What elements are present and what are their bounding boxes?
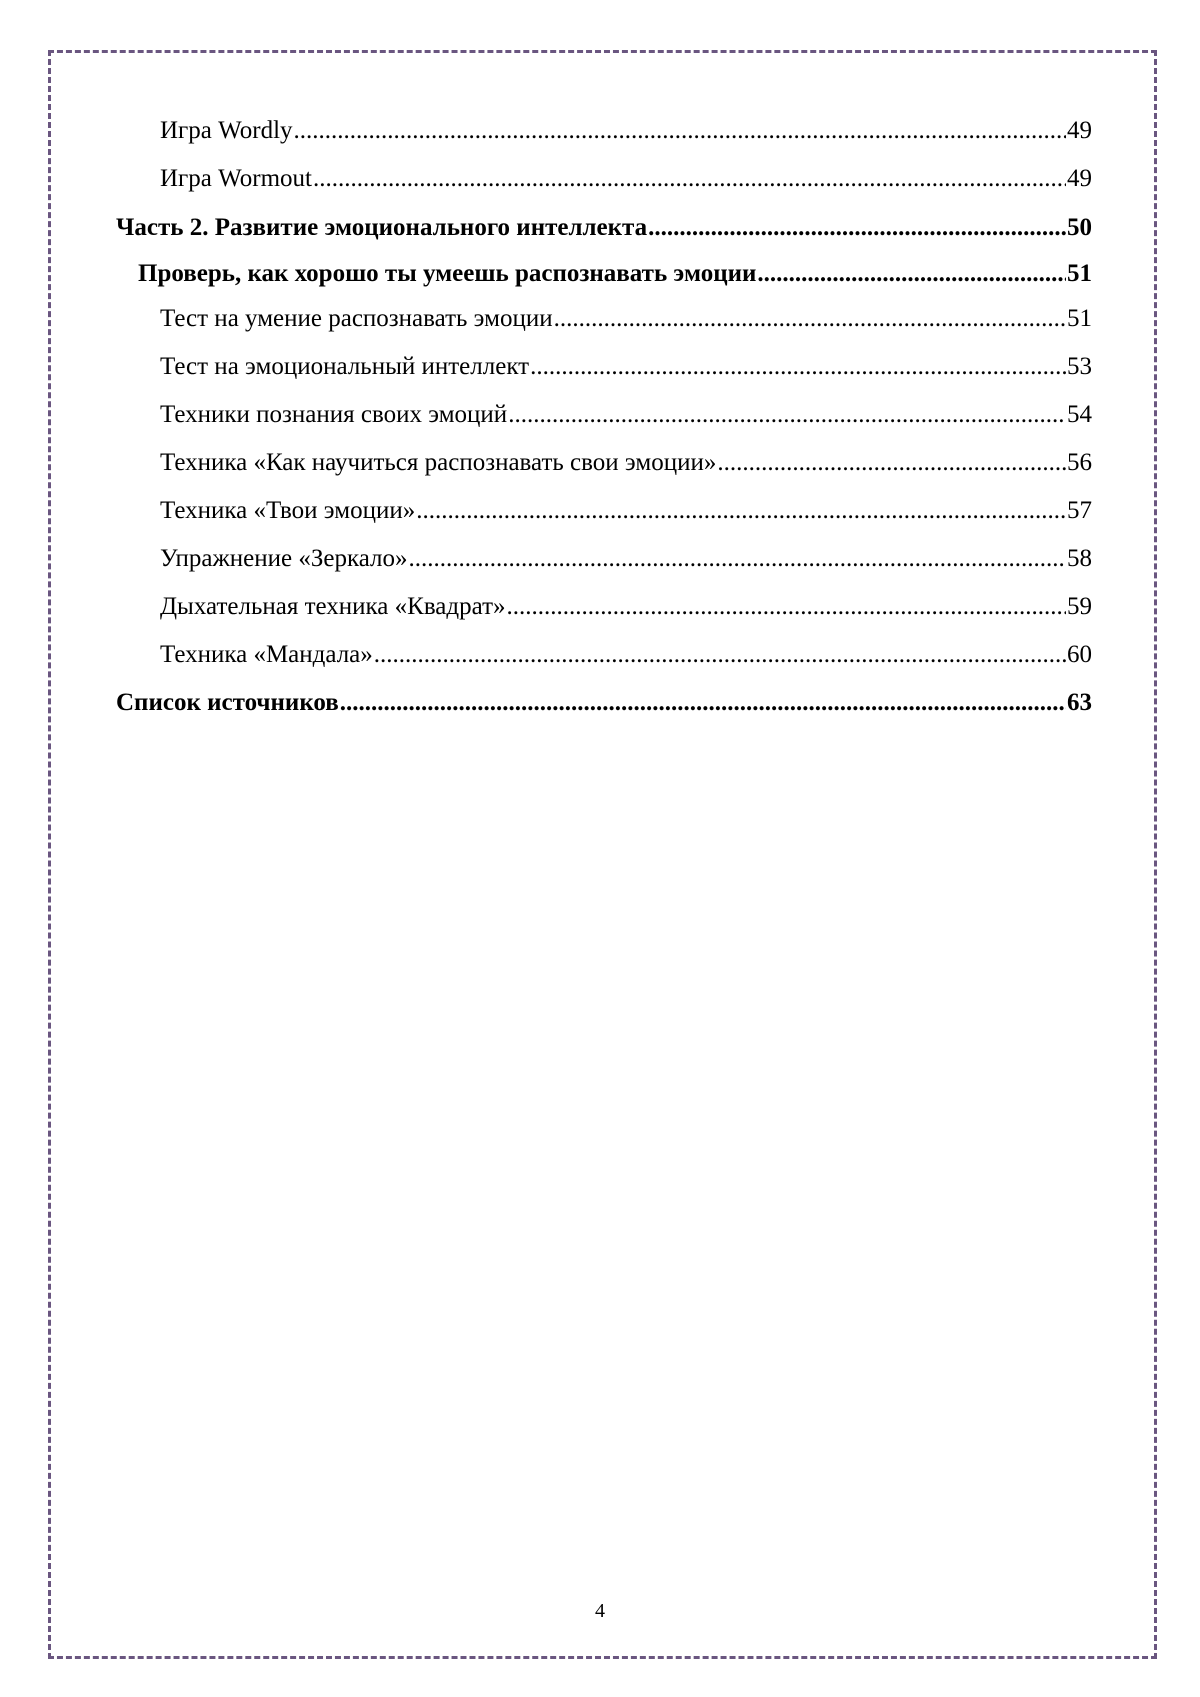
toc-entry-title: Проверь, как хорошо ты умеешь распознавать эмоции [138,260,757,287]
toc-leader-dots [717,446,1066,480]
toc-entry[interactable] [116,686,1092,720]
toc-entry[interactable] [116,211,1092,245]
toc-entry-title: Техника «Мандала» [160,641,373,668]
toc-entry-title: Упражнение «Зеркало» [160,545,408,572]
page-number: 4 [595,1600,605,1622]
toc-entry-title: Техники познания своих эмоций [160,401,508,428]
toc-entry-title: Список источников [116,689,339,716]
toc-entry[interactable] [138,257,1092,291]
toc-entry[interactable] [160,638,1092,672]
toc-entry-page: 50 [1067,214,1092,241]
toc-leader-dots [507,590,1067,624]
toc-entry[interactable] [160,494,1092,528]
toc-entry[interactable] [160,542,1092,576]
toc-entry[interactable] [160,302,1092,336]
toc-entry-title: Тест на эмоциональный интеллект [160,353,530,380]
toc-entry-page: 51 [1067,260,1092,287]
toc-entry-title: Техника «Твои эмоции» [160,497,416,524]
toc-leader-dots [374,638,1066,672]
toc-entry[interactable] [160,398,1092,432]
toc-entry-page: 49 [1067,117,1092,144]
toc-entry-page: 60 [1067,641,1092,668]
toc-entry-title: Тест на умение распознавать эмоции [160,305,553,332]
toc-leader-dots [340,686,1066,720]
toc-entry-title: Часть 2. Развитие эмоционального интеллекта [116,214,648,241]
toc-leader-dots [409,542,1066,576]
toc-entry-title: Игра Wordly [160,117,293,144]
toc-leader-dots [530,350,1066,384]
toc-entry-title: Дыхательная техника «Квадрат» [160,593,506,620]
toc-entry-page: 49 [1067,165,1092,192]
toc-entry-page: 56 [1067,449,1092,476]
toc-entry-title: Игра Wormout [160,165,312,192]
toc-leader-dots [554,302,1066,336]
toc-entry-page: 57 [1067,497,1092,524]
toc-entry[interactable] [160,590,1092,624]
toc-entry[interactable] [160,446,1092,480]
toc-entry-page: 53 [1067,353,1092,380]
toc-leader-dots [313,162,1066,196]
toc-leader-dots [757,257,1066,291]
toc-entry-title: Техника «Как научиться распознавать свои эмоции» [160,449,717,476]
toc-entry-page: 59 [1067,593,1092,620]
toc-leader-dots [294,114,1066,148]
toc-entry[interactable] [160,350,1092,384]
toc-leader-dots [416,494,1066,528]
toc-entry-page: 58 [1067,545,1092,572]
toc-leader-dots [648,211,1066,245]
toc-entry-page: 54 [1067,401,1092,428]
toc-leader-dots [508,398,1066,432]
toc-entry[interactable] [160,114,1092,148]
toc-entry[interactable] [160,162,1092,196]
toc-entry-page: 51 [1067,305,1092,332]
toc-entry-page: 63 [1067,689,1092,716]
